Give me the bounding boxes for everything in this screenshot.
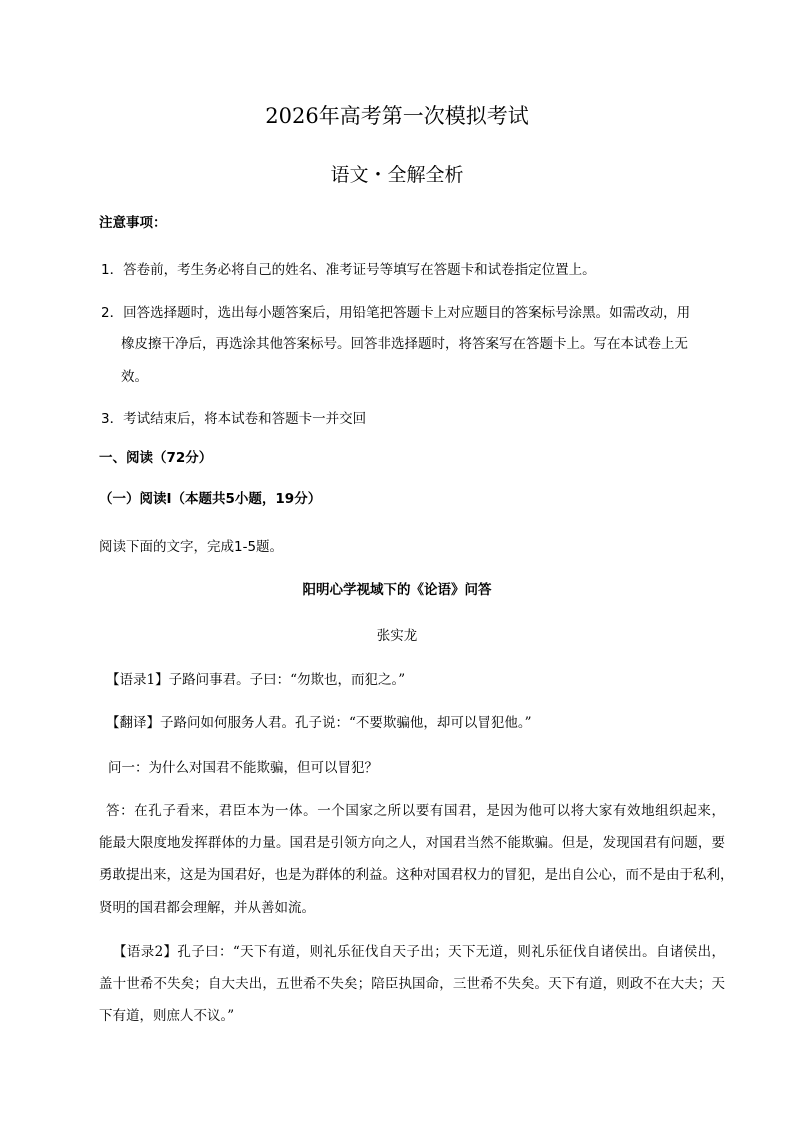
quote-1: 【语录1】子路问事君。子曰：“勿欺也，而犯之。” [106, 672, 406, 688]
article-title: 阳明心学视域下的《论语》问答 [302, 582, 492, 598]
translation-1: 【翻译】子路问如何服务人君。孔子说：“不要欺骗他，却可以冒犯他。” [106, 715, 532, 731]
exam-subtitle: 语文・全解全析 [330, 164, 464, 186]
notice-item-3: 3．考试结束后，将本试卷和答题卡一并交回 [101, 411, 367, 427]
answer-line-1: 答：在孔子看来，君臣本为一体。一个国家之所以要有国君，是因为他可以将大家有效地组织起来， [106, 803, 725, 819]
article-author: 张实龙 [376, 628, 418, 644]
notice-item-2-end: 效。 [121, 369, 148, 385]
notice-item-2: 2．回答选择题时，选出每小题答案后，用铅笔把答题卡上对应题目的答案标号涂黑。如需改动，用 [101, 305, 691, 321]
answer-line-4: 贤明的国君都会理解，并从善如流。 [99, 900, 315, 916]
subsection-reading-1-heading: （一）阅读Ⅰ（本题共5小题，19分） [99, 491, 322, 507]
answer-line-2: 能最大限度地发挥群体的力量。国君是引领方向之人，对国君当然不能欺骗。但是，发现国君有问题，要 [99, 835, 725, 851]
notice-item-2-cont: 橡皮擦干净后，再选涂其他答案标号。回答非选择题时，将答案写在答题卡上。写在本试卷上无 [121, 336, 688, 352]
section-reading-heading: 一、阅读（72分） [99, 450, 213, 466]
quote-2-line-2: 盖十世希不失矣；自大夫出，五世希不失矣；陪臣执国命，三世希不失矣。天下有道，则政不在大夫；天 [99, 976, 725, 992]
quote-2-line-3: 下有道，则庶人不议。” [99, 1008, 235, 1024]
notice-item-1: 1．答卷前，考生务必将自己的姓名、准考证号等填写在答题卡和试卷指定位置上。 [101, 262, 596, 278]
exam-title: 2026年高考第一次模拟考试 [265, 104, 529, 128]
quote-2-line-1: 【语录2】孔子曰：“天下有道，则礼乐征伐自天子出；天下无道，则礼乐征伐自诸侯出。自诸侯出， [113, 944, 725, 960]
reading-instruction: 阅读下面的文字，完成1-5题。 [99, 539, 284, 555]
answer-line-3: 勇敢提出来，这是为国君好，也是为群体的利益。这种对国君权力的冒犯，是出自公心，而不是由于私利， [99, 867, 734, 883]
notice-heading: 注意事项： [99, 215, 167, 231]
question-1: 问一：为什么对国君不能欺骗，但可以冒犯？ [108, 760, 378, 776]
